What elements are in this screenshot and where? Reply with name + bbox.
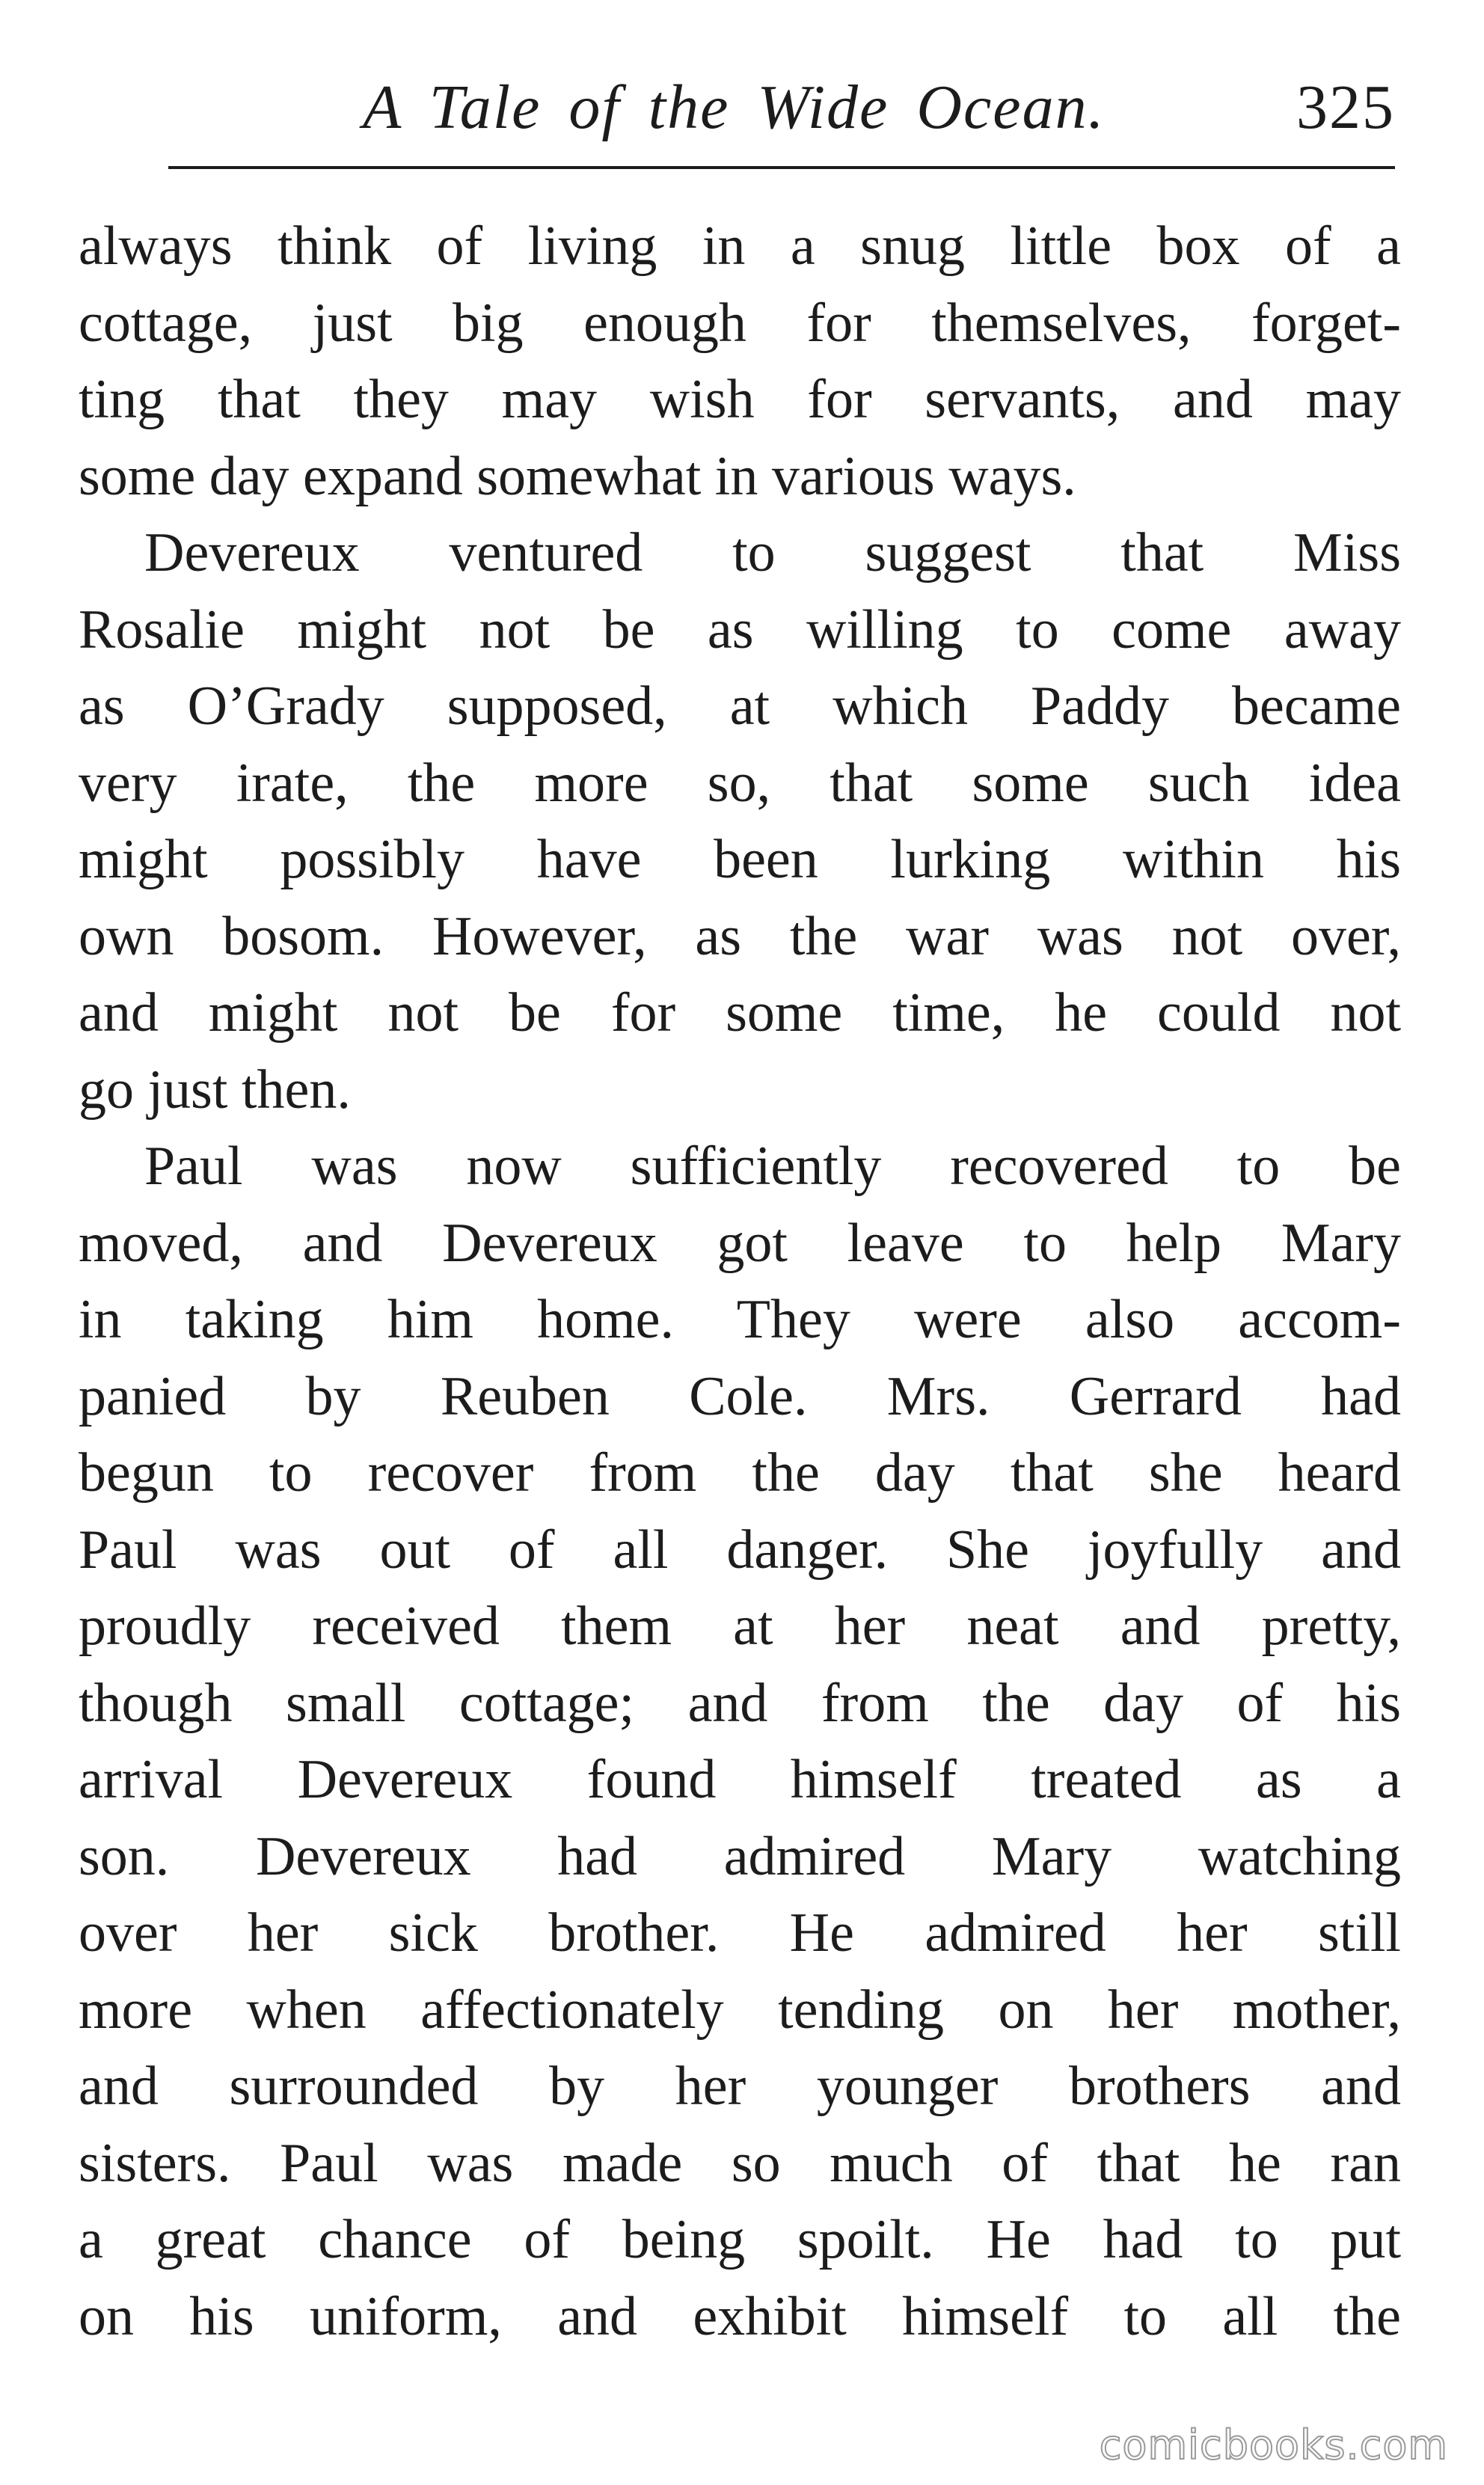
watermark: comicbooks.com [1099, 2421, 1448, 2469]
text-line: over her sick brother. He admired her still [79, 1902, 1401, 1964]
text-line: and surrounded by her younger brothers and [79, 2056, 1401, 2117]
text-line: proudly received them at her neat and pretty, [79, 1596, 1401, 1657]
text-line: son. Devereux had admired Mary watching [79, 1825, 1401, 1887]
text-line: very irate, the more so, that some such idea [79, 752, 1401, 814]
text-line: some day expand somewhat in various ways. [79, 445, 1076, 507]
text-line: and might not be for some time, he could not [79, 982, 1401, 1044]
text-line: Rosalie might not be as willing to come away [79, 598, 1401, 661]
text-line: might possibly have been lurking within his [79, 829, 1401, 890]
text-line: though small cottage; and from the day of his [79, 1672, 1401, 1734]
running-title: A Tale of the Wide Ocean. [363, 73, 1106, 142]
text-line: arrival Devereux found himself treated as a [79, 1749, 1401, 1810]
text-line: more when affectionately tending on her mother, [79, 1979, 1401, 2041]
running-head [168, 63, 1395, 153]
text-line: own bosom. However, as the war was not over, [79, 905, 1401, 967]
text-line: cottage, just big enough for themselves, forget- [79, 292, 1401, 354]
text-line: always think of living in a snug little box of a [79, 215, 1401, 277]
text-line: in taking him home. They were also accom- [79, 1289, 1401, 1350]
text-line: sisters. Paul was made so much of that he ran [79, 2132, 1401, 2194]
text-line: panied by Reuben Cole. Mrs. Gerrard had [79, 1365, 1401, 1427]
text-line: as O’Grady supposed, at which Paddy became [79, 675, 1401, 737]
page-number: 325 [1296, 73, 1395, 142]
text-line: begun to recover from the day that she heard [79, 1442, 1401, 1504]
text-line: go just then. [79, 1058, 351, 1121]
text-line: moved, and Devereux got leave to help Mary [79, 1212, 1401, 1274]
text-line: on his uniform, and exhibit himself to all the [79, 2285, 1401, 2347]
text-line: ting that they may wish for servants, and may [79, 369, 1401, 430]
body-text [79, 208, 1401, 2355]
text-line: Paul was now sufficiently recovered to be [144, 1136, 1401, 1197]
text-line: Devereux ventured to suggest that Miss [144, 522, 1401, 583]
text-line: a great chance of being spoilt. He had to put [79, 2209, 1401, 2270]
header-rule [168, 166, 1395, 169]
text-line: Paul was out of all danger. She joyfully and [79, 1519, 1401, 1581]
